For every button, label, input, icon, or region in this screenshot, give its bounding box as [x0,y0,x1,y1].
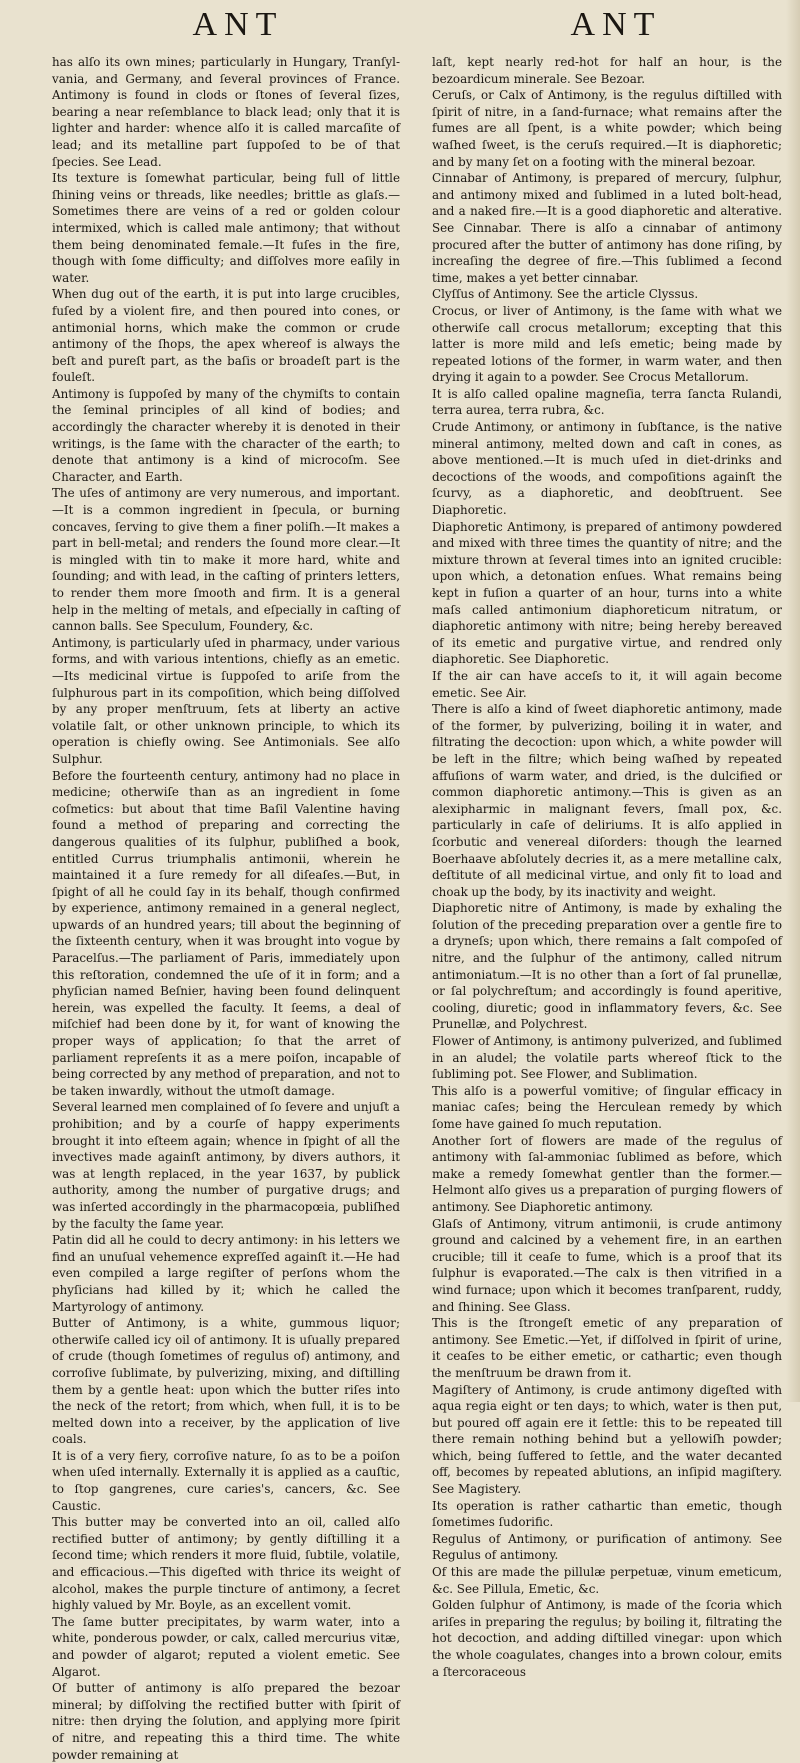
paragraph: If the air can have acceſs to it, it will again become emetic. See Air. [432,668,782,700]
paragraph: Crocus, or liver of Antimony, is the ſame with what we otherwiſe call crocus metallorum; excepting that this latter is more mild and leſs emetic; being made by repeated lotions of the former, in warm water, and then drying it again to a powder. See Crocus Metallorum. [432,303,782,385]
paragraph: Butter of Antimony, is a white, gummous liquor; otherwiſe called icy oil of antimony. It is uſually prepared of crude (though ſometimes of regulus of) antimony, and corroſive ſublimate, by pulverizing, mixing, and diſtilling them by a gentle heat: upon which the butter riſes into the neck of the retort; from which, when full, it is to be melted down into a receiver, by the application of live coals. [52,1316,400,1447]
paragraph: This butter may be converted into an oil, called alſo rectified butter of antimony; by gently diſtilling it a ſecond time; which renders it more fluid, ſubtile, volatile, and efficacious.—This digeſted with thrice its weight of alcohol, makes the purple tincture of antimony, a ſecret highly valued by Mr. Boyle, as an excellent vomit. [52,1515,400,1613]
right-column [432,54,782,1679]
running-header [0,0,800,50]
paragraph: Antimony, is particularly uſed in pharmacy, under various forms, and with various intentions, chiefly as an emetic.—Its medicinal virtue is ſuppoſed to ariſe from the ſulphurous part in its compoſition, which being diſſolved by any proper menſtruum, ſets at liberty an active volatile ſalt, or other unknown principle, to which its operation is chiefly owing. See Antimonials. See alſo Sulphur. [52,635,400,766]
paragraph: Antimony is ſuppoſed by many of the chymiſts to contain the ſeminal principles of all kind of bodies; and accordingly the character whereby it is denoted in their writings, is the ſame with the character of the earth; to denote that antimony is a kind of microcoſm. See Character, and Earth. [52,386,400,484]
paragraph: It is alſo called opaline magneſia, terra ſancta Rulandi, terra aurea, terra rubra, &c. [432,386,782,418]
paragraph: This is the ſtrongeſt emetic of any preparation of antimony. See Emetic.—Yet, if diſſolved in ſpirit of urine, it ceaſes to be either emetic, or cathartic; even though the menſtruum be drawn from it. [432,1316,782,1380]
left-column [52,54,400,1762]
paragraph: When dug out of the earth, it is put into large crucibles, fuſed by a violent fire, and then poured into cones, or antimonial horns, which make the common or crude antimony of the ſhops, the apex whereof is always the beſt and pureſt part, as the baſis or broadeſt part is the fouleſt. [52,287,400,385]
paragraph: Clyſſus of Antimony. See the article Clyssus. [432,287,699,302]
paragraph: Glaſs of Antimony, vitrum antimonii, is crude antimony ground and calcined by a vehement fire, in an earthen crucible; till it ceaſe to fume, which is a proof that its ſulphur is evaporated.—The calx is then vitrified in a wind furnace; upon which it becomes tranſparent, ruddy, and ſhining. See Glass. [432,1216,782,1314]
paragraph: Cinnabar of Antimony, is prepared of mercury, ſulphur, and antimony mixed and ſublimed in a luted bolt-head, and a naked fire.—It is a good diaphoretic and alterative. See Cinnabar. There is alſo a cinnabar of antimony procured after the butter of antimony has done riſing, by increaſing the degree of fire.—This ſublimed a ſecond time, makes a yet better cinnabar. [432,171,782,285]
paragraph: laſt, kept nearly red-hot for half an hour, is the bezoardicum minerale. See Bezoar. [432,55,782,86]
paragraph: The ſame butter precipitates, by warm water, into a white, ponderous powder, or calx, called mercurius vitæ, and powder of algarot; reputed a violent emetic. See Algarot. [52,1614,400,1679]
header-right: ANT [570,6,662,43]
paragraph: Ceruſs, or Calx of Antimony, is the regulus diſtilled with ſpirit of nitre, in a ſand-furnace; what remains after the fumes are all ſpent, is a white powder; which being waſhed ſweet, is the ceruſs required.—It is diaphoretic; and by many ſet on a footing with the mineral bezoar. [432,88,782,169]
paragraph: There is alſo a kind of ſweet diaphoretic antimony, made of the former, by pulverizing, boiling it in water, and filtrating the decoction: upon which, a white powder will be left in the filtre; which being waſhed by repeated affuſions of warm water, and dried, is the dulcified or common diaphoretic antimony.—This is given as an alexipharmic in malignant fevers, ſmall pox, &c. particularly in caſe of deliriums. It is alſo applied in ſcorbutic and venereal diſorders: though the learned Boerhaave abſolutely decries it, as a mere metalline calx, deſtitute of all medicinal virtue, and only fit to load and choak up the body, by its inactivity and weight. [432,702,782,899]
paragraph: Of butter of antimony is alſo prepared the bezoar mineral; by diſſolving the rectified butter with ſpirit of nitre: then drying the ſolution, and applying more ſpirit of nitre, and repeating this a third time. The white powder remaining at [52,1681,400,1762]
paragraph: The uſes of antimony are very numerous, and important.—It is a common ingredient in ſpecula, or burning concaves, ſerving to give them a finer poliſh.—It makes a part in bell-metal; and renders the ſound more clear.—It is mingled with tin to make it more hard, white and ſounding; and with lead, in the caſting of printers letters, to render them more ſmooth and firm. It is a general help in the melting of metals, and eſpecially in caſting of cannon balls. See Speculum, Foundery, &c. [52,486,400,634]
paragraph: Its texture is ſomewhat particular, being full of little ſhining veins or threads, like needles; brittle as glaſs.—Sometimes there are veins of a red or golden colour intermixed, which is called male antimony; that without them being denominated female.—It fuſes in the fire, though with ſome difficulty; and diſſolves more eaſily in water. [52,171,400,285]
paragraph: It is of a very fiery, corroſive nature, ſo as to be a poiſon when uſed internally. Externally it is applied as a cauſtic, to ſtop gangrenes, cure caries's, cancers, &c. See Caustic. [52,1448,400,1513]
paragraph: Before the fourteenth century, antimony had no place in medicine; otherwiſe than as an ingredient in ſome coſmetics: but about that time Baſil Valentine having found a method of preparing and correcting the dangerous qualities of its ſulphur, publiſhed a book, entitled Currus triumphalis antimonii, wherein he maintained it a ſure remedy for all diſeaſes.—But, in ſpight of all he could ſay in its behalf, though confirmed by experience, antimony remained in a general neglect, upwards of an hundred years; till about the beginning of the ſixteenth century, when it was brought into vogue by Paracelſus.—The parliament of Paris, immediately upon this reſtoration, condemned the uſe of it in form; and a phyſician named Beſnier, having been found delinquent herein, was expelled the faculty. It ſeems, a deal of miſchief had been done by it, for want of knowing the proper ways of application; ſo that the arret of parliament repreſents it as a mere poiſon, incapable of being corrected by any method of preparation, and not to be taken inwardly, without the utmoſt damage. [52,768,400,1098]
paragraph: This alſo is a powerful vomitive; of ſingular efficacy in maniac caſes; being the Herculean remedy by which ſome have gained ſo much reputation. [432,1083,782,1131]
paragraph: Regulus of Antimony, or purification of antimony. See Regulus of antimony. [432,1531,782,1563]
paragraph: Diaphoretic nitre of Antimony, is made by exhaling the ſolution of the preceding preparation over a gentle fire to a dryneſs; upon which, there remains a ſalt compoſed of nitre, and the ſulphur of the antimony, called nitrum antimoniatum.—It is no other than a ſort of ſal prunellæ, or ſal polychreſtum; and accordingly is found aperitive, cooling, diuretic; good in inflammatory fevers, &c. See Prunellæ, and Polychrest. [432,901,782,1032]
paragraph: Another ſort of flowers are made of the regulus of antimony with ſal-ammoniac ſublimed as before, which make a remedy ſomewhat gentler than the former.—Helmont alſo gives us a preparation of purging flowers of antimony. See Diaphoretic antimony. [432,1133,782,1214]
paragraph: Crude Antimony, or antimony in ſubſtance, is the native mineral antimony, melted down and caſt in cones, as above mentioned.—It is much uſed in diet-drinks and decoctions of the woods, and compoſitions againſt the ſcurvy, as a diaphoretic, and deobſtruent. See Diaphoretic. [432,420,782,518]
paragraph: Flower of Antimony, is antimony pulverized, and ſublimed in an aludel; the volatile parts whereof ſtick to the ſubliming pot. See Flower, and Sublimation. [432,1034,782,1082]
paragraph: Its operation is rather cathartic than emetic, though ſometimes ſudorific. [432,1498,782,1530]
paragraph: Several learned men complained of ſo ſevere and unjuſt a prohibition; and by a courſe of happy experiments brought it into eſteem again; whence in ſpight of all the invectives made againſt antimony, by divers authors, it was at length replaced, in the year 1637, by publick authority, among the number of purgative drugs; and was inſerted accordingly in the pharmacopœia, publiſhed by the faculty the ſame year. [52,1100,400,1231]
paragraph: Diaphoretic Antimony, is prepared of antimony powdered and mixed with three times the quantity of nitre; and the mixture thrown at ſeveral times into an ignited crucible: upon which, a detonation enſues. What remains being kept in fuſion a quarter of an hour, turns into a white maſs called antimonium diaphoreticum nitratum, or diaphoretic antimony with nitre; being hereby bereaved of its emetic and purgative virtue, and rendred only diaphoretic. See Diaphoretic. [432,519,782,667]
header-left: ANT [192,6,284,43]
paragraph: Golden ſulphur of Antimony, is made of the ſcoria which ariſes in preparing the regulus; by boiling it, filtrating the hot decoction, and adding diſtilled vinegar: upon which the whole coagulates, changes into a brown colour, emits a ſtercoraceous [432,1598,782,1679]
paragraph: Patin did all he could to decry antimony: in his letters we find an unuſual vehemence expreſſed againſt it.—He had even compiled a large regiſter of perſons whom the phyſicians had killed by it; which he called the Martyrology of antimony. [52,1233,400,1314]
paragraph: has alſo its own mines; particularly in Hungary, Tranſyl-vania, and Germany, and ſeveral provinces of France. Antimony is found in clods or ſtones of ſeveral ſizes, bearing a near reſemblance to black lead; only that it is lighter and harder: whence alſo it is called marcaſite of lead; and its metalline part ſuppoſed to be of that ſpecies. See Lead. [52,55,400,169]
paragraph: Magiſtery of Antimony, is crude antimony digeſted with aqua regia eight or ten days; to which, water is then put, but poured off again ere it ſettle: this to be repeated till there remain nothing behind but a yellowiſh powder; which, being ſuffered to ſettle, and the water decanted off, becomes by repeated ablutions, an inſipid magiſtery. See Magistery. [432,1382,782,1497]
paragraph: Of this are made the pillulæ perpetuæ, vinum emeticum, &c. See Pillula, Emetic, &c. [432,1565,782,1596]
page-edge [786,0,800,1402]
